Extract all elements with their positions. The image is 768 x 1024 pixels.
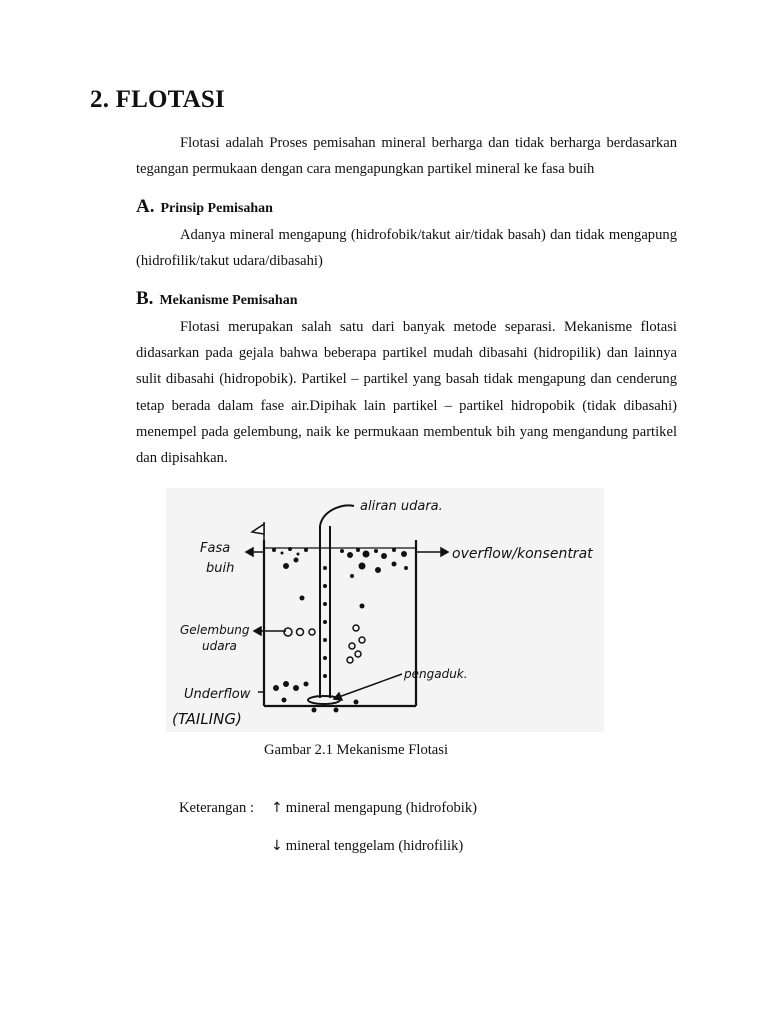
up-arrow-icon: ↑ bbox=[271, 800, 283, 816]
flotation-diagram bbox=[166, 488, 604, 732]
label-pengaduk: pengaduk. bbox=[404, 667, 468, 681]
figure-caption: Gambar 2.1 Mekanisme Flotasi bbox=[264, 742, 449, 758]
label-gelembung: Gelembung bbox=[180, 623, 250, 637]
section-b-letter: B. bbox=[136, 288, 154, 309]
legend-label: Keterangan : bbox=[179, 800, 254, 816]
froth-particles bbox=[272, 547, 408, 578]
label-overflow: overflow/konsentrat bbox=[452, 546, 593, 562]
section-heading: 2. FLOTASI bbox=[90, 86, 225, 113]
flotation-diagram-drawing bbox=[166, 488, 604, 732]
section-a-letter: A. bbox=[136, 196, 155, 217]
section-a-heading bbox=[136, 196, 273, 218]
intro-text: Flotasi adalah Proses pemisahan mineral berharga dan tidak berharga berdasarkan tegangan permukaan dengan cara mengapungkan partikel mineral ke fasa buih bbox=[136, 135, 677, 178]
legend-item-floating bbox=[271, 800, 477, 817]
label-underflow: Underflow bbox=[184, 687, 251, 702]
rising-particles bbox=[300, 566, 365, 678]
section-b-title: Mekanisme Pemisahan bbox=[159, 293, 298, 308]
section-a-paragraph bbox=[136, 222, 677, 274]
legend-item-text: mineral mengapung (hidrofobik) bbox=[285, 800, 478, 816]
section-a-text: Adanya mineral mengapung (hidrofobik/takut air/tidak basah) dan tidak mengapung (hidrofilik/takut udara/dibasahi) bbox=[136, 227, 677, 270]
section-b-text: Flotasi merupakan salah satu dari banyak metode separasi. Mekanisme flotasi didasarkan pada gejala bahwa beberapa partikel mudah dibasahi (hidropilik) dan lainnya sulit dibasahi (hidropobik). Partikel – partikel yang basah tidak mengapung dan cenderung tetap berada dalam fase air.Dipihak lain partikel – partikel hidropobik (tidak dibasahi) menempel pada gelembung, naik ke permukaan membentuk bih yang mengandung partikel dan dipisahkan. bbox=[136, 319, 677, 467]
label-tailing: (TAILING) bbox=[172, 710, 242, 728]
legend-item-text: mineral tenggelam (hidrofilik) bbox=[285, 838, 464, 854]
label-buih: buih bbox=[206, 561, 235, 576]
label-aliran-udara: aliran udara. bbox=[360, 499, 443, 514]
down-arrow-icon: ↓ bbox=[271, 838, 283, 854]
label-fasa: Fasa bbox=[200, 541, 231, 556]
legend-item-sinking bbox=[271, 838, 463, 855]
section-b-heading bbox=[136, 288, 298, 310]
section-b-paragraph bbox=[136, 314, 677, 471]
section-a-title: Prinsip Pemisahan bbox=[160, 201, 273, 216]
air-pipe bbox=[320, 505, 354, 698]
flag-marker bbox=[252, 522, 264, 540]
intro-paragraph bbox=[136, 130, 677, 182]
label-udara: udara bbox=[202, 639, 237, 653]
